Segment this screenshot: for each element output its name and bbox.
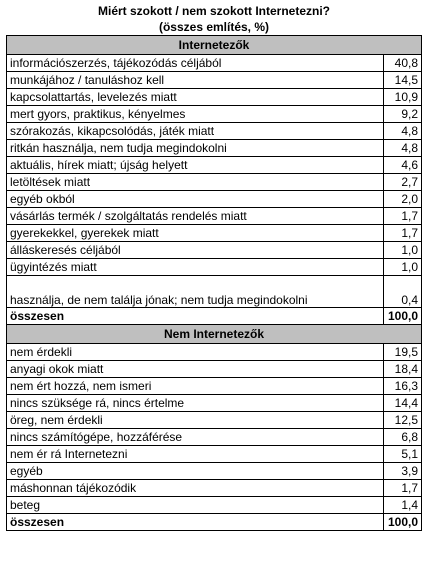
row-value: 1,0 — [384, 259, 422, 276]
row-label: nincs szüksége rá, nincs értelme — [7, 395, 384, 412]
table-row — [7, 208, 422, 225]
subtitle-row — [7, 19, 422, 36]
table-row — [7, 276, 422, 308]
row-value: 5,1 — [384, 446, 422, 463]
table-row — [7, 378, 422, 395]
row-label: máshonnan tájékozódik — [7, 480, 384, 497]
table-row — [7, 395, 422, 412]
row-value: 14,5 — [384, 72, 422, 89]
table-row — [7, 140, 422, 157]
row-label: információszerzés, tájékozódás céljából — [7, 55, 384, 72]
row-value: 4,8 — [384, 123, 422, 140]
row-label: egyéb — [7, 463, 384, 480]
table-row — [7, 106, 422, 123]
row-label: ritkán használja, nem tudja megindokolni — [7, 140, 384, 157]
section-heading: Internetezők — [7, 36, 422, 55]
table-row — [7, 361, 422, 378]
row-label: ügyintézés miatt — [7, 259, 384, 276]
row-value: 16,3 — [384, 378, 422, 395]
row-label: nem ért hozzá, nem ismeri — [7, 378, 384, 395]
table-row — [7, 412, 422, 429]
row-label: használja, de nem találja jónak; nem tudja megindokolni — [7, 276, 384, 308]
table-title-line2: (összes említés, %) — [158, 20, 270, 34]
row-value: 1,7 — [384, 480, 422, 497]
row-value: 2,7 — [384, 174, 422, 191]
row-label: álláskeresés céljából — [7, 242, 384, 259]
table-row — [7, 242, 422, 259]
users-section-header — [7, 36, 422, 55]
table-row — [7, 446, 422, 463]
row-label: letöltések miatt — [7, 174, 384, 191]
row-value: 1,0 — [384, 242, 422, 259]
total-label: összesen — [7, 308, 384, 325]
row-value: 9,2 — [384, 106, 422, 123]
title-row — [7, 3, 422, 19]
total-label: összesen — [7, 514, 384, 531]
row-label: öreg, nem érdekli — [7, 412, 384, 429]
row-value: 40,8 — [384, 55, 422, 72]
survey-table — [6, 3, 422, 531]
table-row — [7, 55, 422, 72]
survey-table-container — [6, 3, 421, 531]
row-label: kapcsolattartás, levelezés miatt — [7, 89, 384, 106]
table-row — [7, 72, 422, 89]
table-row — [7, 463, 422, 480]
table-row — [7, 157, 422, 174]
row-label: munkájához / tanuláshoz kell — [7, 72, 384, 89]
row-value: 10,9 — [384, 89, 422, 106]
section-heading: Nem Internetezők — [7, 325, 422, 344]
table-title-line1: Miért szokott / nem szokott Internetezni? — [97, 4, 331, 18]
row-value: 18,4 — [384, 361, 422, 378]
survey-table-body — [7, 3, 422, 531]
nonusers-total-row — [7, 514, 422, 531]
table-row — [7, 89, 422, 106]
row-label: gyerekekkel, gyerekek miatt — [7, 225, 384, 242]
total-value: 100,0 — [384, 514, 422, 531]
table-row — [7, 174, 422, 191]
row-value: 1,4 — [384, 497, 422, 514]
row-label: nincs számítógépe, hozzáférése — [7, 429, 384, 446]
row-label: beteg — [7, 497, 384, 514]
table-row — [7, 225, 422, 242]
row-label: mert gyors, praktikus, kényelmes — [7, 106, 384, 123]
table-row — [7, 191, 422, 208]
row-value: 3,9 — [384, 463, 422, 480]
table-row — [7, 259, 422, 276]
row-label: egyéb okból — [7, 191, 384, 208]
row-label: vásárlás termék / szolgáltatás rendelés miatt — [7, 208, 384, 225]
row-value: 2,0 — [384, 191, 422, 208]
table-row — [7, 344, 422, 361]
row-value: 4,8 — [384, 140, 422, 157]
table-row — [7, 497, 422, 514]
table-row — [7, 123, 422, 140]
row-value: 19,5 — [384, 344, 422, 361]
row-value: 4,6 — [384, 157, 422, 174]
row-value: 6,8 — [384, 429, 422, 446]
row-label: nem ér rá Internetezni — [7, 446, 384, 463]
total-value: 100,0 — [384, 308, 422, 325]
row-value: 14,4 — [384, 395, 422, 412]
row-label: szórakozás, kikapcsolódás, játék miatt — [7, 123, 384, 140]
table-row — [7, 480, 422, 497]
row-value: 1,7 — [384, 208, 422, 225]
row-value: 1,7 — [384, 225, 422, 242]
row-label: aktuális, hírek miatt; újság helyett — [7, 157, 384, 174]
row-value: 0,4 — [384, 276, 422, 308]
table-row — [7, 429, 422, 446]
nonusers-section-header — [7, 325, 422, 344]
row-label: anyagi okok miatt — [7, 361, 384, 378]
row-value: 12,5 — [384, 412, 422, 429]
users-total-row — [7, 308, 422, 325]
row-label: nem érdekli — [7, 344, 384, 361]
